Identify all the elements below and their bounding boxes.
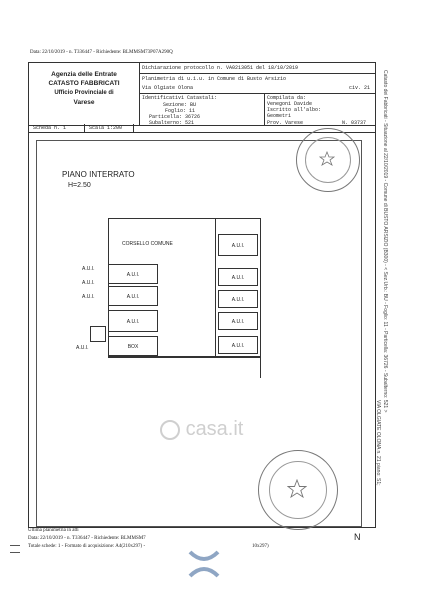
header-block <box>28 62 376 126</box>
decl-address: Via Olgiate Olona <box>142 85 194 91</box>
margin-mark <box>10 545 20 546</box>
outer-aui: A.U.I. <box>82 266 95 272</box>
divider <box>84 124 85 132</box>
margin-mark <box>10 552 20 553</box>
stamp-bottom <box>258 450 338 530</box>
outer-aui: A.U.I. <box>82 280 95 286</box>
room-label: A.U.I. <box>126 294 140 300</box>
stamp-top <box>296 128 360 192</box>
plan-wall <box>260 218 261 378</box>
ident-box <box>139 93 265 125</box>
room-label: BOX <box>127 344 139 350</box>
room-aui <box>218 268 258 286</box>
scheda-number: Scheda n. 1 <box>33 125 67 131</box>
right-strip: Catasto dei Fabbricati - Situazione al 22/10/2019 - Comune di BUSTO ARSIZIO (B300) - < Sez.Urb.: BU - Foglio: 11 - Particella: 36726 - Subalterno: 521 > <box>382 70 388 413</box>
room-box <box>108 336 158 356</box>
room-aui <box>218 290 258 308</box>
room-aui <box>108 264 158 284</box>
decl-protocol: Dichiarazione protocollo n. VA0213051 del 18/10/2019 <box>142 65 299 71</box>
catasto-label: CATASTO FABBRICATI <box>48 80 120 87</box>
ufficio-label: Ufficio Provinciale di <box>54 90 114 96</box>
room-label: A.U.I. <box>231 343 245 349</box>
bottom-format-tail: 10x297) <box>252 544 269 549</box>
stair-block <box>90 326 106 342</box>
agency-box <box>29 63 140 125</box>
house-icon <box>160 420 180 440</box>
compilata-name: Venegoni Davide <box>267 101 313 107</box>
bottom-format: Totale schede: 1 - Formato di acquisizione: A4(210x297) - <box>28 544 146 549</box>
province-label: Varese <box>73 99 95 106</box>
request-line: Data: 22/10/2019 - n. T336447 - Richiedente: BLMMSM73P07A290Q <box>30 50 173 55</box>
agency-name: Agenzia delle Entrate <box>51 71 117 78</box>
ident-title: Identificativi Catastali: <box>142 95 218 101</box>
room-label: A.U.I. <box>126 272 140 278</box>
right-strip-address: VIA OLGIATE OLONA n. 21 piano: S1; <box>375 400 381 486</box>
foglio: Foglio: 11 <box>165 108 196 114</box>
casa-logo-icon <box>184 544 224 584</box>
corsello-label: CORSELLO COMUNE <box>122 241 173 247</box>
watermark <box>160 418 243 441</box>
scale: Scala 1:200 <box>89 125 123 131</box>
compilata-label: Compilata da: <box>267 95 307 101</box>
watermark-text: casa.it <box>185 418 244 440</box>
decl-planimetria: Planimetria di u.i.u. in Comune di Busto Arsizio <box>142 76 287 82</box>
iscritto-value: Geometri <box>267 113 292 119</box>
north-label: N <box>354 532 361 542</box>
room-aui <box>108 310 158 332</box>
compiler-box <box>264 93 375 125</box>
room-label: A.U.I. <box>231 275 245 281</box>
outer-aui: A.U.I. <box>76 345 89 351</box>
room-aui <box>108 286 158 306</box>
decl-civic: civ. 21 <box>349 85 371 91</box>
room-label: A.U.I. <box>231 297 245 303</box>
particella: Particella: 36726 <box>149 114 201 120</box>
plan-height: H=2.50 <box>68 182 91 189</box>
decl-row2 <box>139 73 375 94</box>
emblem-icon <box>287 479 307 499</box>
divider <box>133 124 134 132</box>
province: Prov. Varese <box>267 120 304 126</box>
room-aui <box>218 336 258 354</box>
iscritto-label: Iscritto all'albo: <box>267 107 322 113</box>
outer-aui: A.U.I. <box>82 294 95 300</box>
register-number: N. 03737 <box>342 120 367 126</box>
sezione: Sezione: BU <box>163 102 197 108</box>
room-aui <box>218 312 258 330</box>
plan-title: PIANO INTERRATO <box>62 170 135 179</box>
room-label: A.U.I. <box>231 319 245 325</box>
room-label: A.U.I. <box>126 319 140 325</box>
subalterno: Subalterno: 521 <box>149 120 195 126</box>
room-label: A.U.I. <box>231 243 245 249</box>
bottom-request: Data: 22/10/2019 - n. T336447 - Richiedente: BLMMSM7 <box>28 536 146 541</box>
last-planimetry: Ultima planimetria in atti <box>28 528 79 533</box>
room-aui <box>218 234 258 256</box>
emblem-icon <box>319 151 335 167</box>
